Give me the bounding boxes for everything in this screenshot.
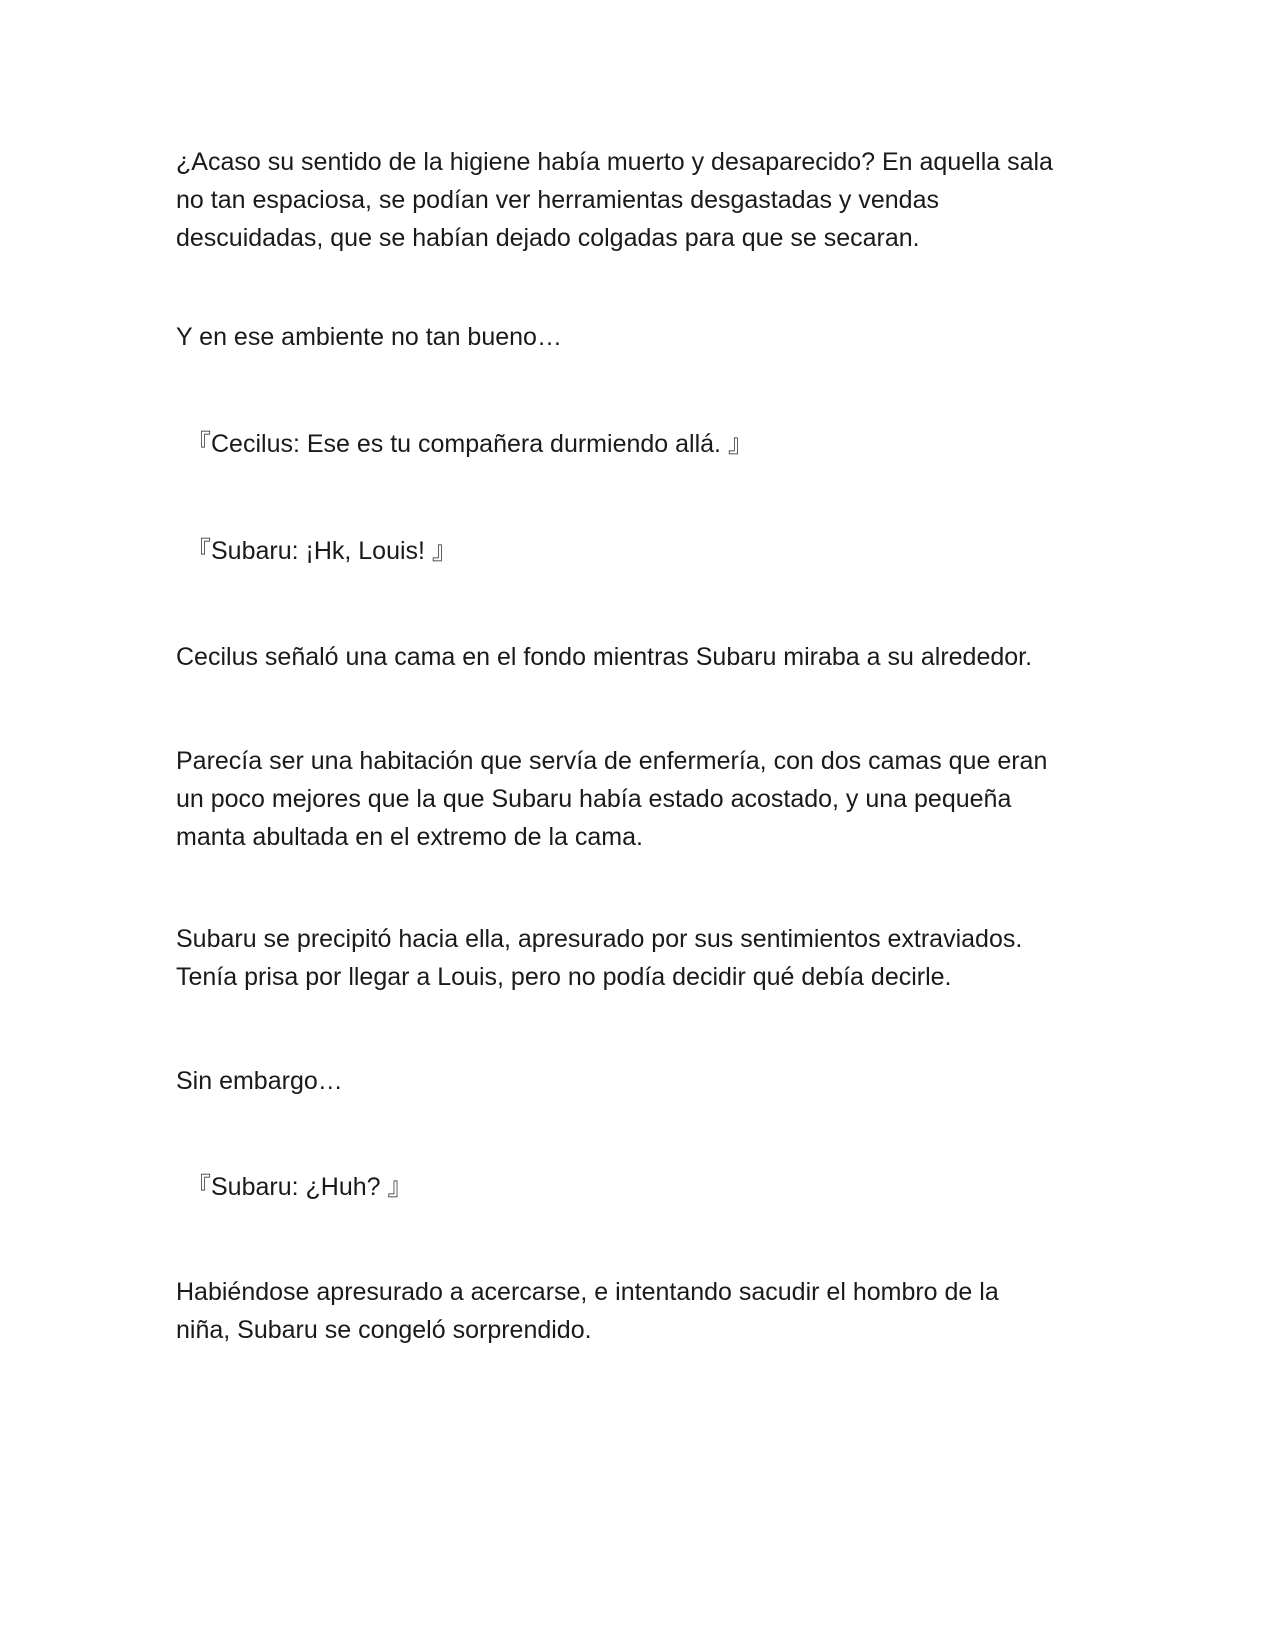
dialogue-subaru-huh: 『Subaru: ¿Huh? 』 (186, 1173, 413, 1201)
paragraph-hygiene: ¿Acaso su sentido de la higiene había muerto y desaparecido? En aquella sala no tan espaciosa, se podían ver herramientas desgastadas y vendas descuidadas, que se habían dejado colgadas para que se secaran. (176, 148, 1053, 252)
paragraph-however: Sin embargo… (176, 1067, 343, 1095)
dialogue-cecilus: 『Cecilus: Ese es tu compañera durmiendo allá. 』 (186, 430, 753, 458)
paragraph-subaru-froze: Habiéndose apresurado a acercarse, e intentando sacudir el hombro de la niña, Subaru se congeló sorprendido. (176, 1278, 999, 1344)
paragraph-cecilus-points: Cecilus señaló una cama en el fondo mientras Subaru miraba a su alrededor. (176, 643, 1033, 671)
paragraph-subaru-rushes: Subaru se precipitó hacia ella, apresurado por sus sentimientos extraviados. Tenía prisa por llegar a Louis, pero no podía decidir qué debía decirle. (176, 925, 1023, 991)
dialogue-subaru-louis: 『Subaru: ¡Hk, Louis! 』 (186, 537, 457, 565)
paragraph-environment: Y en ese ambiente no tan bueno… (176, 323, 562, 351)
paragraph-infirmary: Parecía ser una habitación que servía de enfermería, con dos camas que eran un poco mejores que la que Subaru había estado acostado, y una pequeña manta abultada en el extremo de la cama. (176, 747, 1048, 851)
